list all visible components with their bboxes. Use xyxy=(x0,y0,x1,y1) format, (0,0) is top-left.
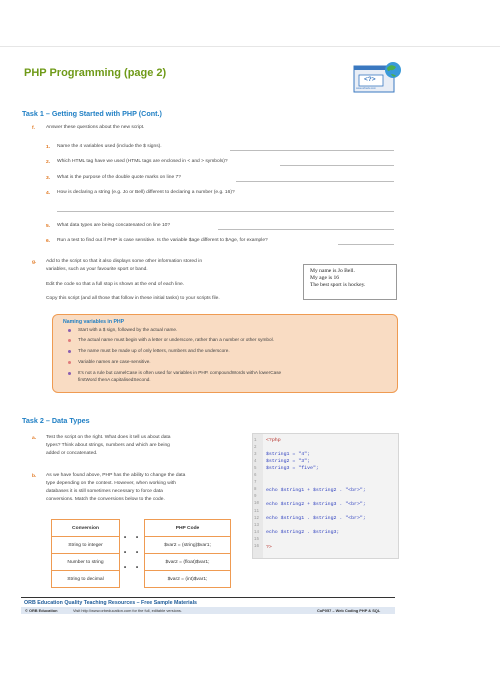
naming-bullet-text: Variable names are case-sensitive. xyxy=(78,359,151,364)
match-bullet-right[interactable]: • xyxy=(136,535,139,541)
question-number: 4. xyxy=(46,191,51,196)
question-text: What data types are being concatenated on line 10? xyxy=(57,223,171,228)
match-bullet-left[interactable]: • xyxy=(124,565,127,571)
code-line-text: echo $string1 . $string2 . "<br>"; xyxy=(266,516,366,522)
conversion-table xyxy=(51,519,120,588)
naming-bullet xyxy=(78,359,151,366)
question-text: Run a test to find out if PHP is case sensitive. Is the variable $age different to $Age, for example? xyxy=(57,238,268,243)
naming-bullet-text: The actual name must begin with a letter or underscore, rather than a number or other symbol. xyxy=(78,337,274,342)
question-number: 2. xyxy=(46,160,51,165)
item-f-marker: f. xyxy=(32,126,35,131)
answer-line[interactable] xyxy=(338,244,394,245)
naming-bullet-text: The name must be made up of only letters, numbers and the underscore. xyxy=(78,348,230,353)
php-code-cell: $var2 = (int)$var1; xyxy=(145,571,231,588)
answer-line[interactable] xyxy=(218,229,394,230)
answer-line[interactable] xyxy=(230,150,394,151)
code-line-text: $string2 = "3"; xyxy=(266,459,311,465)
item-b-line: type depending on the context. However, when working with xyxy=(46,481,176,486)
item-g-text2: Edit the code so that a full stop is shown at the end of each line. xyxy=(46,282,185,287)
item-f-intro: Answer these questions about the new script. xyxy=(46,125,145,130)
conversion-cell: String to integer xyxy=(52,537,120,554)
code-line-number: 1 xyxy=(254,438,257,443)
naming-variables-box xyxy=(52,314,398,393)
question-text: How is declaring a string (e.g. Jo or Bell) different to declaring a number (e.g. 16)? xyxy=(57,190,235,195)
code-line-number: 15 xyxy=(254,537,260,542)
answer-line[interactable] xyxy=(280,165,394,166)
logo-caption: www.orbedu.com xyxy=(356,87,376,90)
php-code-header: PHP Code xyxy=(145,520,231,537)
bullet-dot-icon xyxy=(68,329,71,332)
question-number: 5. xyxy=(46,224,51,229)
conversion-cell: String to decimal xyxy=(52,571,120,588)
php-code-cell: $var2 = (string)$var1; xyxy=(145,537,231,554)
code-line-number: 16 xyxy=(254,545,260,549)
bullet-dot-icon xyxy=(68,350,71,353)
code-line-number: 2 xyxy=(254,445,257,450)
footer-course-code: CoP057 – Web Coding PHP & SQL xyxy=(317,608,381,613)
item-a-marker: a. xyxy=(32,436,37,441)
footer-strip xyxy=(21,607,395,614)
code-line-number: 10 xyxy=(254,502,260,507)
question-text: Name the 4 variables used (include the $ signs). xyxy=(57,144,162,149)
output-line: The best sport is hockey. xyxy=(310,282,366,288)
question-text: What is the purpose of the double quote marks on line 7? xyxy=(57,175,181,180)
code-line-text: echo $string1 + $string2 . "<br>"; xyxy=(266,487,366,493)
script-output-box xyxy=(303,264,397,300)
footer-rule xyxy=(21,597,395,598)
code-line-text: <?php xyxy=(266,438,281,443)
match-bullet-left[interactable]: • xyxy=(124,550,127,556)
footer-copyright: © ORB Education xyxy=(25,608,58,613)
conversion-cell: Number to string xyxy=(52,554,120,571)
item-b-line: conversions. Match the conversions below to the code. xyxy=(46,497,165,502)
item-a-line: Test the script on the right. What does it tell us about data xyxy=(46,435,171,440)
bullet-dot-icon xyxy=(68,372,71,375)
code-line-number: 7 xyxy=(254,481,257,486)
code-line-number: 14 xyxy=(254,530,260,535)
naming-bullet xyxy=(78,327,177,334)
output-line: My age is 16 xyxy=(310,275,340,281)
code-line-text: ?> xyxy=(266,544,272,550)
answer-line[interactable] xyxy=(57,211,394,212)
item-g-text-line1: Add to the script so that it also displays some other information stored in xyxy=(46,259,203,264)
top-divider xyxy=(0,46,500,47)
naming-bullet-text: Start with a $ sign, followed by the actual name. xyxy=(78,327,178,332)
code-line-number: 13 xyxy=(254,523,260,528)
code-line-text: $string3 = "five"; xyxy=(266,466,319,472)
item-a-line: types? Think about strings, numbers and which are being xyxy=(46,443,170,448)
task1-heading: Task 1 – Getting Started with PHP (Cont.) xyxy=(22,109,162,118)
footer-visit-link[interactable]: Visit http://www.orbeducation.com for the full, editable versions. xyxy=(73,608,182,613)
match-bullet-left[interactable]: • xyxy=(124,535,127,541)
question-number: 3. xyxy=(46,176,51,181)
page-title: PHP Programming (page 2) xyxy=(24,67,167,79)
task2-heading: Task 2 – Data Types xyxy=(22,416,90,425)
item-b-marker: b. xyxy=(32,474,37,479)
naming-title: Naming variables in PHP xyxy=(63,319,125,325)
item-a-line: added or concatenated. xyxy=(46,451,98,456)
code-line-number: 9 xyxy=(254,495,257,500)
code-line-number: 11 xyxy=(254,509,260,514)
php-code-table xyxy=(144,519,231,588)
question-text: Which HTML tag have we used (HTML tags are enclosed in < and > symbols)? xyxy=(57,159,228,164)
item-b-line: As we have found above, PHP has the ability to change the data xyxy=(46,473,186,478)
output-line: My name is Jo Bell. xyxy=(310,268,355,274)
php-logo-icon xyxy=(353,60,401,94)
item-g-text3: Copy this script (and all those that follow in these initial tasks) to your scripts file. xyxy=(46,296,220,301)
naming-bullet-text: It's not a rule but camelCase is often used for variables in PHP. compoundWords withA lowerCase xyxy=(78,370,282,375)
code-line-number: 6 xyxy=(254,474,257,478)
match-bullet-right[interactable]: • xyxy=(136,565,139,571)
naming-bullet xyxy=(78,337,274,344)
item-b-line: databases it is still sometimes necessary to force data xyxy=(46,489,163,494)
code-line-text: $string1 = "4"; xyxy=(266,452,311,458)
footer-title: ORB Education Quality Teaching Resources – Free Sample Materials xyxy=(24,600,197,606)
match-bullet-right[interactable]: • xyxy=(136,550,139,556)
bullet-dot-icon xyxy=(68,361,71,364)
code-line-text: echo $string2 + $string3 . "<br>"; xyxy=(266,501,366,507)
naming-bullet xyxy=(78,348,230,355)
code-listing xyxy=(252,433,399,559)
bullet-dot-icon xyxy=(68,339,71,342)
answer-line[interactable] xyxy=(236,181,394,182)
question-number: 6. xyxy=(46,239,51,244)
item-g-text-line2: variables, such as your favourite sport or band. xyxy=(46,267,148,272)
item-g-marker: g. xyxy=(32,260,37,265)
code-line-number: 12 xyxy=(254,516,260,521)
naming-bullet xyxy=(78,370,281,377)
php-code-cell: $var2 = (float)$var1; xyxy=(145,554,231,571)
code-line-number: 3 xyxy=(254,452,257,457)
conversion-header: Conversion xyxy=(52,520,120,537)
code-line-number: 4 xyxy=(254,459,257,464)
naming-bullet-continued: firstWord thenA capitalisedSecond. xyxy=(78,377,151,382)
code-line-number: 8 xyxy=(254,488,257,493)
question-number: 1. xyxy=(46,145,51,150)
code-line-number: 5 xyxy=(254,466,257,471)
logo-code-text: <?> xyxy=(364,76,376,83)
code-line-text: echo $string2 . $string3; xyxy=(266,530,340,536)
